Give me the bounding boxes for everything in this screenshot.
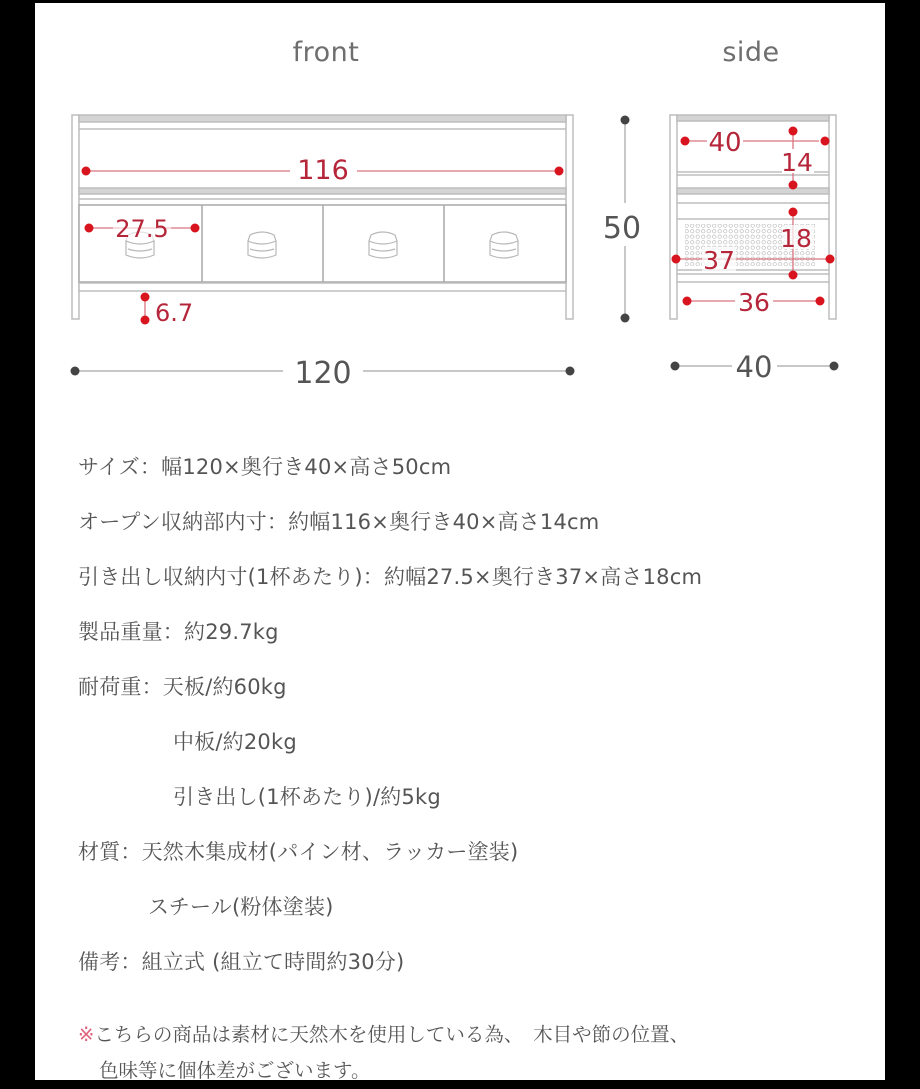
dim-overall-depth (671, 350, 839, 384)
svg-text:50: 50 (602, 211, 642, 246)
spec-drawer-storage: 引き出し収納内寸(1杯あたり)：約幅27.5×奥行き37×高さ18cm (78, 565, 703, 589)
svg-text:27.5: 27.5 (115, 215, 169, 243)
svg-text:6.7: 6.7 (155, 299, 194, 327)
svg-text:14: 14 (781, 148, 813, 177)
svg-text:40: 40 (735, 350, 773, 384)
front-view-label: front (292, 37, 360, 68)
svg-text:116: 116 (297, 155, 349, 186)
note-line-1: こちらの商品は素材に天然木を使用している為、 木目や節の位置、 (94, 1023, 690, 1046)
spec-load-top: 耐荷重：天板/約60kg (78, 675, 287, 699)
svg-text:37: 37 (703, 246, 735, 275)
spec-load-drawer: 引き出し(1杯あたり)/約5kg (173, 785, 441, 809)
dim-open-height (781, 127, 814, 190)
svg-text:40: 40 (708, 128, 742, 158)
spec-remarks: 備考：組立式 (組立て時間約30分) (78, 950, 405, 974)
side-view-label: side (722, 37, 780, 68)
spec-open-storage: オープン収納部内寸：約幅116×奥行き40×高さ14cm (78, 510, 600, 534)
dim-leg-clearance (141, 293, 194, 328)
spec-material: 材質：天然木集成材(パイン材、ラッカー塗装) (78, 840, 519, 864)
note-mark: ※ (78, 1023, 95, 1046)
svg-text:36: 36 (738, 288, 770, 317)
svg-text:18: 18 (780, 224, 812, 253)
spec-panel (35, 3, 885, 1080)
note-line-2: 色味等に個体差がございます。 (99, 1059, 371, 1082)
dim-overall-height (603, 116, 641, 323)
spec-load-middle: 中板/約20kg (173, 730, 297, 754)
wood-variation-note (78, 1017, 868, 1089)
svg-text:120: 120 (294, 356, 352, 391)
spec-weight: 製品重量：約29.7kg (78, 620, 279, 644)
dim-inner-depth-bottom (683, 288, 825, 317)
dimension-drawing (35, 3, 885, 423)
spec-material-steel: スチール(粉体塗装) (148, 895, 334, 919)
spec-size: サイズ：幅120×奥行き40×高さ50cm (78, 455, 452, 479)
dim-overall-width (71, 356, 575, 391)
dim-inner-width (82, 155, 564, 186)
